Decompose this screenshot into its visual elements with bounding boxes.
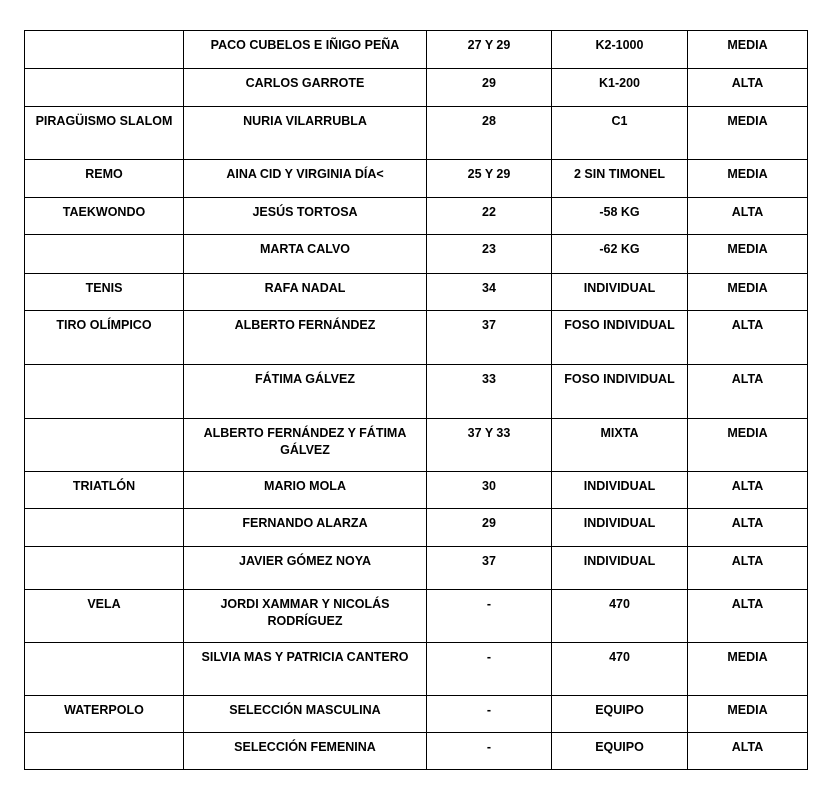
sport-cell	[25, 547, 184, 590]
athlete-cell: JESÚS TORTOSA	[184, 198, 427, 235]
event-cell: 2 SIN TIMONEL	[552, 160, 688, 198]
sport-cell	[25, 235, 184, 274]
event-cell: EQUIPO	[552, 696, 688, 733]
event-cell: FOSO INDIVIDUAL	[552, 365, 688, 419]
table-row	[25, 160, 808, 198]
expectation-cell: ALTA	[688, 733, 808, 770]
age-cell: 25 Y 29	[427, 160, 552, 198]
event-cell: -58 KG	[552, 198, 688, 235]
sport-cell: WATERPOLO	[25, 696, 184, 733]
athlete-cell: JAVIER GÓMEZ NOYA	[184, 547, 427, 590]
expectation-cell: ALTA	[688, 547, 808, 590]
event-cell: -62 KG	[552, 235, 688, 274]
event-cell: K2-1000	[552, 31, 688, 69]
athlete-cell: MARIO MOLA	[184, 472, 427, 509]
sport-cell: TRIATLÓN	[25, 472, 184, 509]
age-cell: 22	[427, 198, 552, 235]
table-row	[25, 733, 808, 770]
sport-cell: TENIS	[25, 274, 184, 311]
expectation-cell: MEDIA	[688, 696, 808, 733]
expectation-cell: MEDIA	[688, 274, 808, 311]
age-cell: 29	[427, 509, 552, 547]
age-cell: 23	[427, 235, 552, 274]
event-cell: 470	[552, 643, 688, 696]
expectation-cell: ALTA	[688, 311, 808, 365]
event-cell: INDIVIDUAL	[552, 509, 688, 547]
athlete-cell: CARLOS GARROTE	[184, 69, 427, 107]
athlete-cell: PACO CUBELOS E IÑIGO PEÑA	[184, 31, 427, 69]
sport-cell	[25, 365, 184, 419]
athlete-cell: NURIA VILARRUBLA	[184, 107, 427, 160]
sport-cell	[25, 509, 184, 547]
athlete-cell: FERNANDO ALARZA	[184, 509, 427, 547]
athlete-cell: SELECCIÓN MASCULINA	[184, 696, 427, 733]
expectation-cell: ALTA	[688, 590, 808, 643]
sport-cell	[25, 643, 184, 696]
expectation-cell: MEDIA	[688, 31, 808, 69]
table-row	[25, 107, 808, 160]
sport-cell	[25, 31, 184, 69]
table-row	[25, 472, 808, 509]
athletes-table-body	[25, 31, 808, 770]
age-cell: 34	[427, 274, 552, 311]
table-row	[25, 590, 808, 643]
sport-cell: TAEKWONDO	[25, 198, 184, 235]
table-row	[25, 235, 808, 274]
age-cell: -	[427, 733, 552, 770]
event-cell: K1-200	[552, 69, 688, 107]
expectation-cell: MEDIA	[688, 160, 808, 198]
table-row	[25, 696, 808, 733]
table-row	[25, 311, 808, 365]
age-cell: 33	[427, 365, 552, 419]
table-row	[25, 69, 808, 107]
age-cell: 37	[427, 547, 552, 590]
age-cell: -	[427, 643, 552, 696]
event-cell: C1	[552, 107, 688, 160]
table-row	[25, 547, 808, 590]
sport-cell	[25, 733, 184, 770]
athlete-cell: MARTA CALVO	[184, 235, 427, 274]
athlete-cell: AINA CID Y VIRGINIA DÍA<	[184, 160, 427, 198]
expectation-cell: ALTA	[688, 472, 808, 509]
table-row	[25, 643, 808, 696]
event-cell: INDIVIDUAL	[552, 472, 688, 509]
expectation-cell: ALTA	[688, 198, 808, 235]
expectation-cell: MEDIA	[688, 419, 808, 472]
event-cell: FOSO INDIVIDUAL	[552, 311, 688, 365]
expectation-cell: ALTA	[688, 365, 808, 419]
event-cell: EQUIPO	[552, 733, 688, 770]
expectation-cell: MEDIA	[688, 235, 808, 274]
age-cell: 28	[427, 107, 552, 160]
sport-cell	[25, 69, 184, 107]
table-row	[25, 509, 808, 547]
sport-cell: REMO	[25, 160, 184, 198]
event-cell: INDIVIDUAL	[552, 547, 688, 590]
age-cell: -	[427, 696, 552, 733]
event-cell: MIXTA	[552, 419, 688, 472]
event-cell: INDIVIDUAL	[552, 274, 688, 311]
expectation-cell: ALTA	[688, 509, 808, 547]
age-cell: 27 Y 29	[427, 31, 552, 69]
expectation-cell: MEDIA	[688, 643, 808, 696]
age-cell: 37 Y 33	[427, 419, 552, 472]
athletes-table	[24, 30, 808, 770]
sport-cell: VELA	[25, 590, 184, 643]
sport-cell: TIRO OLÍMPICO	[25, 311, 184, 365]
age-cell: 37	[427, 311, 552, 365]
table-row	[25, 198, 808, 235]
athlete-cell: SILVIA MAS Y PATRICIA CANTERO	[184, 643, 427, 696]
expectation-cell: MEDIA	[688, 107, 808, 160]
table-row	[25, 274, 808, 311]
athlete-cell: ALBERTO FERNÁNDEZ	[184, 311, 427, 365]
table-row	[25, 365, 808, 419]
age-cell: 29	[427, 69, 552, 107]
sport-cell: PIRAGÜISMO SLALOM	[25, 107, 184, 160]
athlete-cell: RAFA NADAL	[184, 274, 427, 311]
table-row	[25, 419, 808, 472]
expectation-cell: ALTA	[688, 69, 808, 107]
event-cell: 470	[552, 590, 688, 643]
age-cell: -	[427, 590, 552, 643]
athlete-cell: ALBERTO FERNÁNDEZ Y FÁTIMA GÁLVEZ	[184, 419, 427, 472]
table-row	[25, 31, 808, 69]
athlete-cell: JORDI XAMMAR Y NICOLÁS RODRÍGUEZ	[184, 590, 427, 643]
age-cell: 30	[427, 472, 552, 509]
sport-cell	[25, 419, 184, 472]
athlete-cell: FÁTIMA GÁLVEZ	[184, 365, 427, 419]
athlete-cell: SELECCIÓN FEMENINA	[184, 733, 427, 770]
